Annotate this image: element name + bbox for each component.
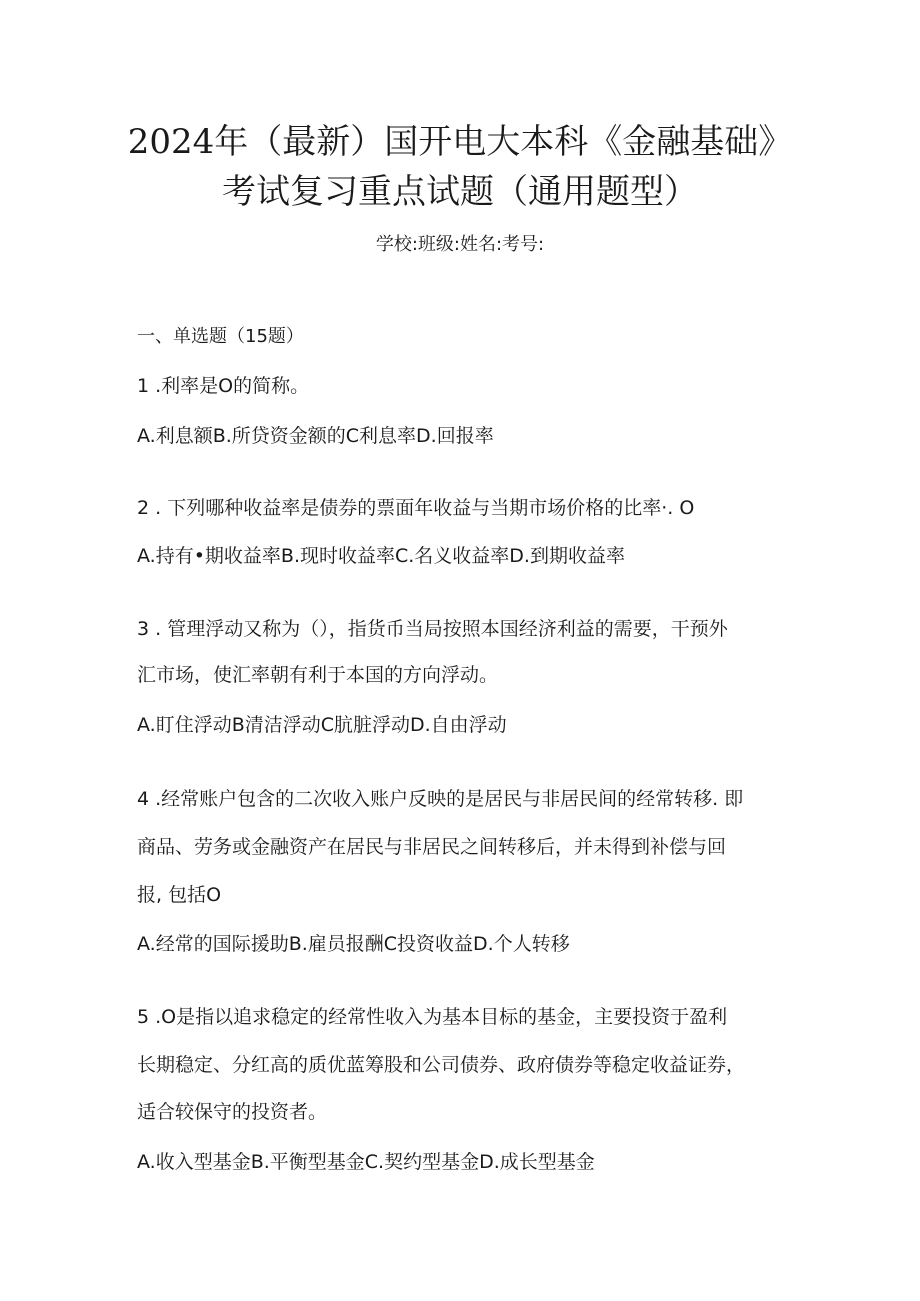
document-title-line-2: 考试复习重点试题（通用题型） — [222, 172, 698, 212]
question-3-options: A.盯住浮动B清洁浮动C肮脏浮动D.自由浮动 — [137, 714, 507, 736]
section-heading: 一、单选题（15题） — [137, 326, 304, 347]
question-4-options: A.经常的国际援助B.雇员报酬C投资收益D.个人转移 — [137, 933, 570, 955]
question-3-line-2: 汇市场，使汇率朝有利于本国的方向浮动。 — [137, 664, 499, 686]
question-5-options: A.收入型基金B.平衡型基金C.契约型基金D.成长型基金 — [137, 1151, 595, 1173]
document-title-line-1: 2024年（最新）国开电大本科《金融基础》 — [127, 122, 793, 162]
question-1-line-1: 1 .利率是O的简称。 — [137, 375, 310, 397]
question-4-line-2: 商品、劳务或金融资产在居民与非居民之间转移后，并未得到补偿与回 — [137, 836, 727, 858]
question-5-line-2: 长期稳定、分红高的质优蓝筹股和公司债券、政府债券等稳定收益证券， — [137, 1054, 746, 1076]
question-1-options: A.利息额B.所贷资金额的C利息率D.回报率 — [137, 425, 494, 447]
question-4-line-3: 报, 包括O — [137, 884, 222, 906]
question-5-line-1: 5 .O是指以追求稳定的经常性收入为基本目标的基金，主要投资于盈利 — [137, 1006, 728, 1028]
student-info-line: 学校:班级:姓名:考号: — [375, 234, 545, 255]
question-3-line-1: 3 . 管理浮动又称为（），指货币当局按照本国经济利益的需要，干预外 — [137, 618, 728, 640]
question-4-line-1: 4 .经常账户包含的二次收入账户反映的是居民与非居民间的经常转移. 即 — [137, 788, 744, 810]
question-2-options: A.持有•期收益率B.现时收益率C.名义收益率D.到期收益率 — [137, 545, 625, 567]
question-5-line-3: 适合较保守的投资者。 — [137, 1101, 328, 1123]
question-2-line-1: 2 . 下列哪种收益率是债券的票面年收益与当期市场价格的比率·. O — [137, 497, 695, 519]
